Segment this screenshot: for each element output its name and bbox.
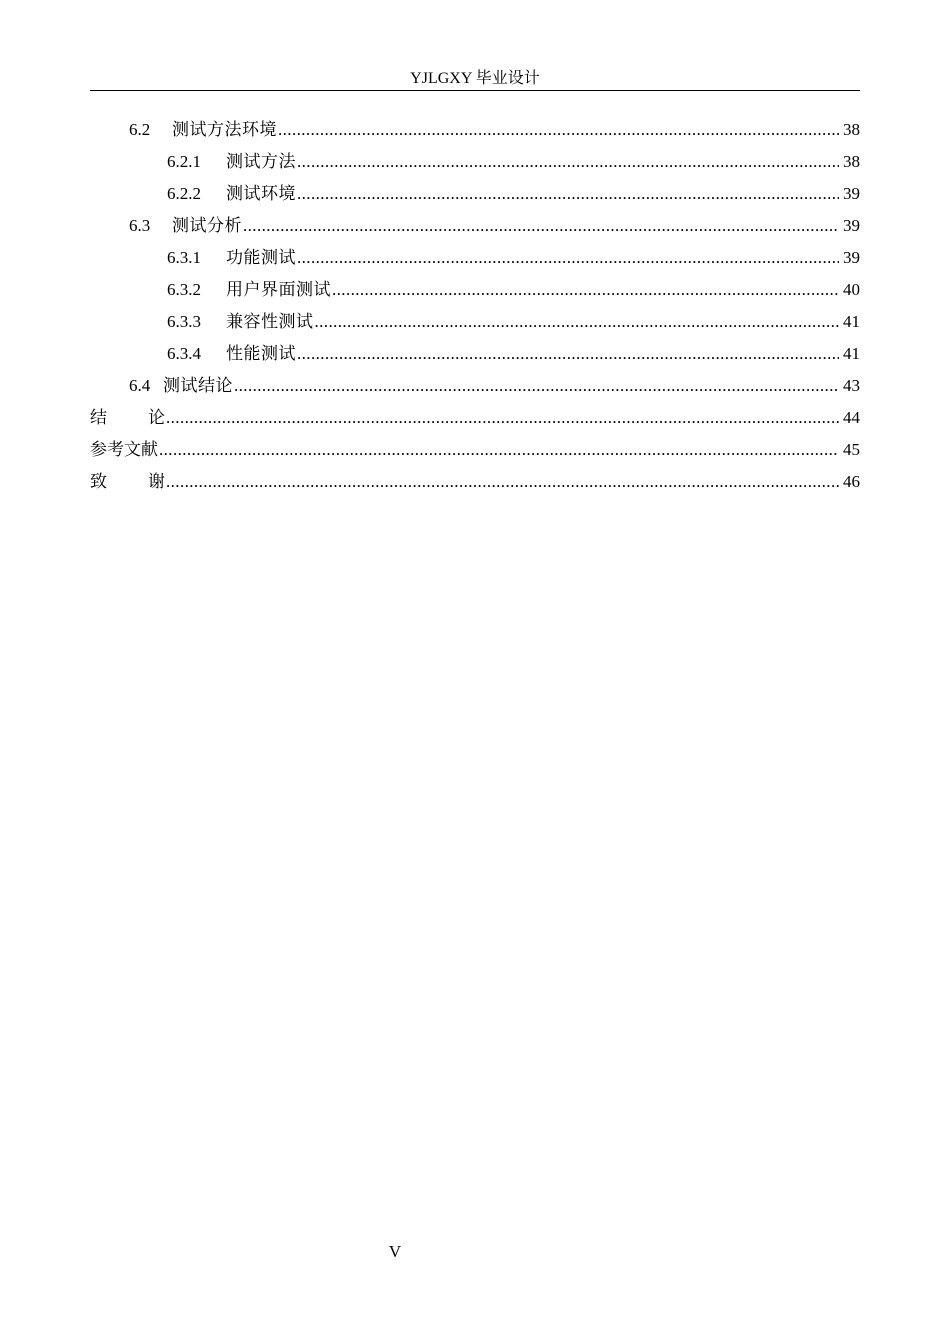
- toc-dot-leader: [243, 212, 839, 240]
- toc-title-char: 结: [90, 408, 107, 427]
- toc-entry-number: 6.3.4: [167, 344, 201, 363]
- toc-entry-page: 41: [843, 344, 860, 363]
- page-footer: [0, 1241, 790, 1263]
- toc-dot-leader: [234, 372, 839, 400]
- toc-dot-leader: [297, 244, 839, 272]
- toc-entry-page: 45: [843, 440, 860, 459]
- toc-entry-page: 38: [843, 152, 860, 171]
- toc-entry-references[interactable]: [90, 436, 860, 468]
- toc-entry-number: 6.3.1: [167, 248, 201, 267]
- toc-entry-6-3-1[interactable]: [90, 244, 860, 276]
- toc-entry-page: 40: [843, 280, 860, 299]
- toc-entry-title: [90, 468, 165, 496]
- toc-dot-leader: [315, 308, 840, 336]
- header-title: YJLGXY 毕业设计: [410, 70, 540, 87]
- table-of-contents: [90, 116, 860, 500]
- toc-entry-page: 39: [843, 216, 860, 235]
- toc-entry-6-3-2[interactable]: [90, 276, 860, 308]
- toc-entry-title: 测试环境: [226, 184, 296, 203]
- toc-dot-leader: [297, 148, 839, 176]
- toc-entry-page: 43: [843, 376, 860, 395]
- toc-entry-6-3-4[interactable]: [90, 340, 860, 372]
- toc-entry-number: 6.2.1: [167, 152, 201, 171]
- page-number: V: [388, 1242, 402, 1261]
- toc-entry-title: 参考文献: [90, 440, 158, 459]
- toc-title-char: 谢: [148, 472, 165, 491]
- toc-dot-leader: [278, 116, 839, 144]
- toc-entry-title: 测试方法环境: [172, 120, 277, 139]
- toc-entry-acknowledgements[interactable]: [90, 468, 860, 500]
- toc-entry-title: 测试分析: [172, 216, 242, 235]
- toc-dot-leader: [166, 468, 839, 496]
- toc-entry-title: 测试方法: [226, 152, 296, 171]
- toc-dot-leader: [159, 436, 839, 464]
- toc-entry-title: 测试结论: [163, 376, 233, 395]
- toc-entry-title: 功能测试: [226, 248, 296, 267]
- toc-title-char: 致: [90, 472, 107, 491]
- toc-entry-6-2[interactable]: [90, 116, 860, 148]
- toc-title-char: 论: [148, 408, 165, 427]
- running-header: [90, 68, 860, 91]
- toc-entry-6-3-3[interactable]: [90, 308, 860, 340]
- toc-dot-leader: [297, 180, 839, 208]
- toc-entry-title: [90, 404, 165, 432]
- toc-entry-page: 38: [843, 120, 860, 139]
- toc-entry-number: 6.4: [129, 376, 151, 395]
- toc-dot-leader: [297, 340, 839, 368]
- toc-entry-title: 兼容性测试: [226, 312, 314, 331]
- toc-entry-number: 6.2: [129, 120, 151, 139]
- toc-entry-title: 用户界面测试: [226, 280, 331, 299]
- toc-entry-6-2-2[interactable]: [90, 180, 860, 212]
- toc-entry-page: 44: [843, 408, 860, 427]
- toc-entry-page: 46: [843, 472, 860, 491]
- toc-dot-leader: [166, 404, 839, 432]
- toc-entry-title: 性能测试: [226, 344, 296, 363]
- toc-entry-6-3[interactable]: [90, 212, 860, 244]
- toc-entry-page: 39: [843, 184, 860, 203]
- toc-entry-number: 6.3.2: [167, 280, 201, 299]
- toc-entry-page: 41: [843, 312, 860, 331]
- toc-entry-6-2-1[interactable]: [90, 148, 860, 180]
- toc-entry-6-4[interactable]: [90, 372, 860, 404]
- toc-entry-number: 6.3: [129, 216, 151, 235]
- toc-dot-leader: [332, 276, 839, 304]
- toc-entry-conclusion[interactable]: [90, 404, 860, 436]
- toc-entry-number: 6.2.2: [167, 184, 201, 203]
- toc-entry-page: 39: [843, 248, 860, 267]
- toc-entry-number: 6.3.3: [167, 312, 201, 331]
